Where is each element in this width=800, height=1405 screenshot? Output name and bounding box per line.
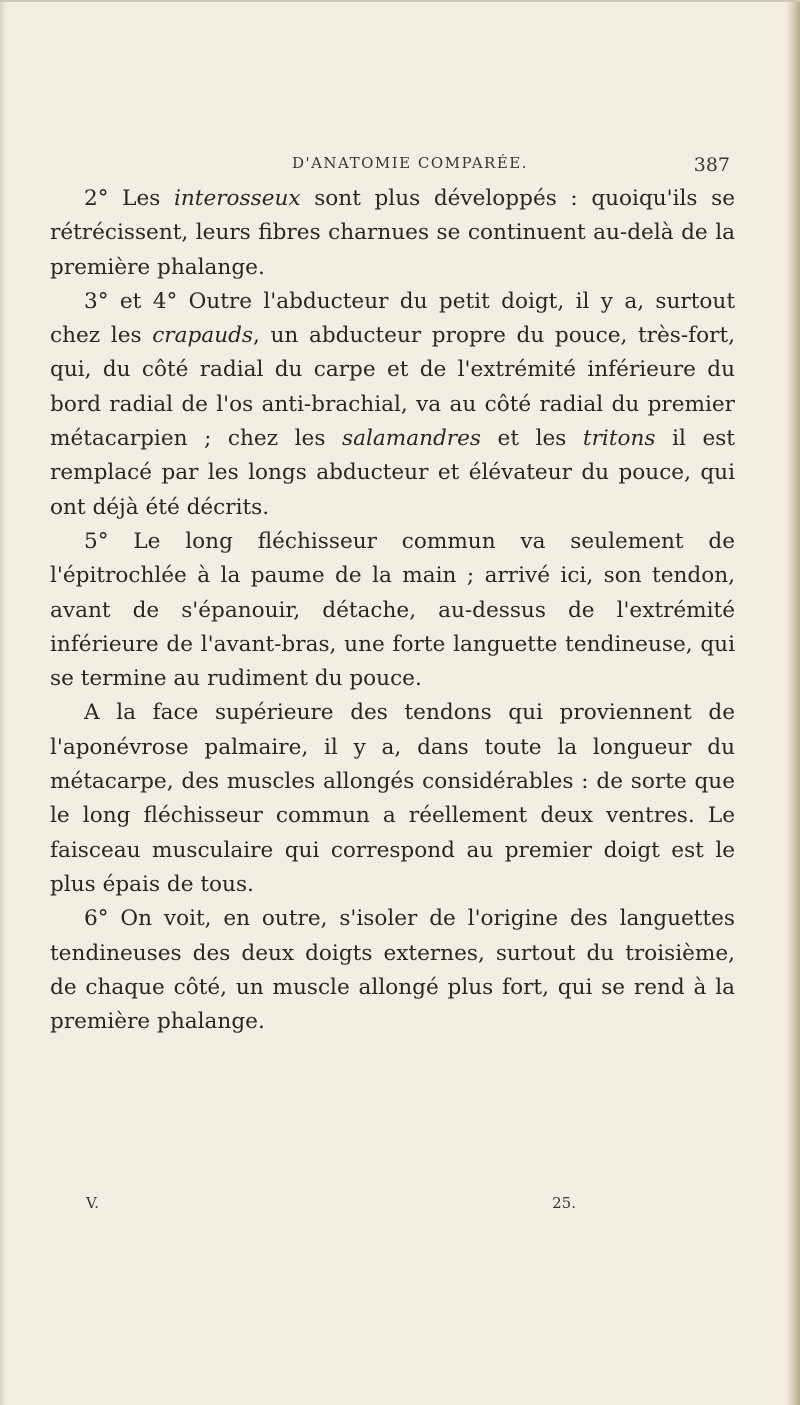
paragraph-text: 2° Les bbox=[84, 186, 174, 211]
italic-term: salamandres bbox=[341, 426, 481, 452]
signature-mark: V. bbox=[86, 1194, 99, 1212]
paragraph-text: sont plus développés : quoiqu'ils se rétrécissent, leurs fibres charnues se continuent au-delà de la première phalange. bbox=[50, 186, 735, 280]
page-edge-left bbox=[0, 0, 6, 1405]
italic-term: tritons bbox=[582, 426, 656, 452]
paragraph-face-superieure: A la face supérieure des tendons qui proviennent de l'aponévrose palmaire, il y a, dans toute la longueur du métacarpe, des muscles allongés considérables : de sorte que le long fléchisseur commun a réellement deux ventres. Le faisceau musculaire qui correspond au premier doigt est le plus épais de tous. bbox=[50, 700, 735, 897]
italic-term: interosseux bbox=[173, 186, 301, 211]
running-head: D'ANATOMIE COMPARÉE. bbox=[291, 154, 529, 172]
top-rule bbox=[0, 0, 800, 2]
paragraph-abducteur bbox=[50, 285, 735, 525]
sheet-number: 25. bbox=[552, 1194, 576, 1212]
paragraph-text: et les bbox=[480, 426, 583, 452]
text-body bbox=[50, 182, 735, 1039]
italic-term: crapauds bbox=[152, 323, 254, 349]
page-number: 387 bbox=[693, 154, 730, 176]
paragraph-text: 3° et 4° Outre l'abducteur du petit doigt, il y a, surtout chez les bbox=[50, 288, 735, 349]
paragraph-text: , un abducteur propre du pouce, très-fort, qui, du côté radial du carpe et de l'extrémité inférieure du bord radial de l'os anti-brachial, va au côté radial du premier métacarpien ; chez les bbox=[50, 323, 735, 452]
paragraph-interosseux bbox=[50, 182, 735, 285]
paragraph-languettes: 6° On voit, en outre, s'isoler de l'origine des languettes tendineuses des deux doigts externes, surtout du troisième, de chaque côté, un muscle allongé plus fort, qui se rend à la première phalange. bbox=[50, 906, 735, 1035]
paragraph-text: il est remplacé par les longs abducteur et élévateur du pouce, qui ont déjà été décrits. bbox=[50, 426, 735, 520]
page-header bbox=[90, 154, 730, 178]
paragraph-long-flechisseur: 5° Le long fléchisseur commun va seulement de l'épitrochlée à la paume de la main ; arrivé ici, son tendon, avant de s'épanouir, détache, au-dessus de l'extrémité inférieure de l'avant-bras, une forte languette tendineuse, qui se termine au rudiment du pouce. bbox=[50, 528, 735, 692]
page-footer bbox=[86, 1194, 576, 1216]
page-edge-right bbox=[786, 0, 800, 1405]
